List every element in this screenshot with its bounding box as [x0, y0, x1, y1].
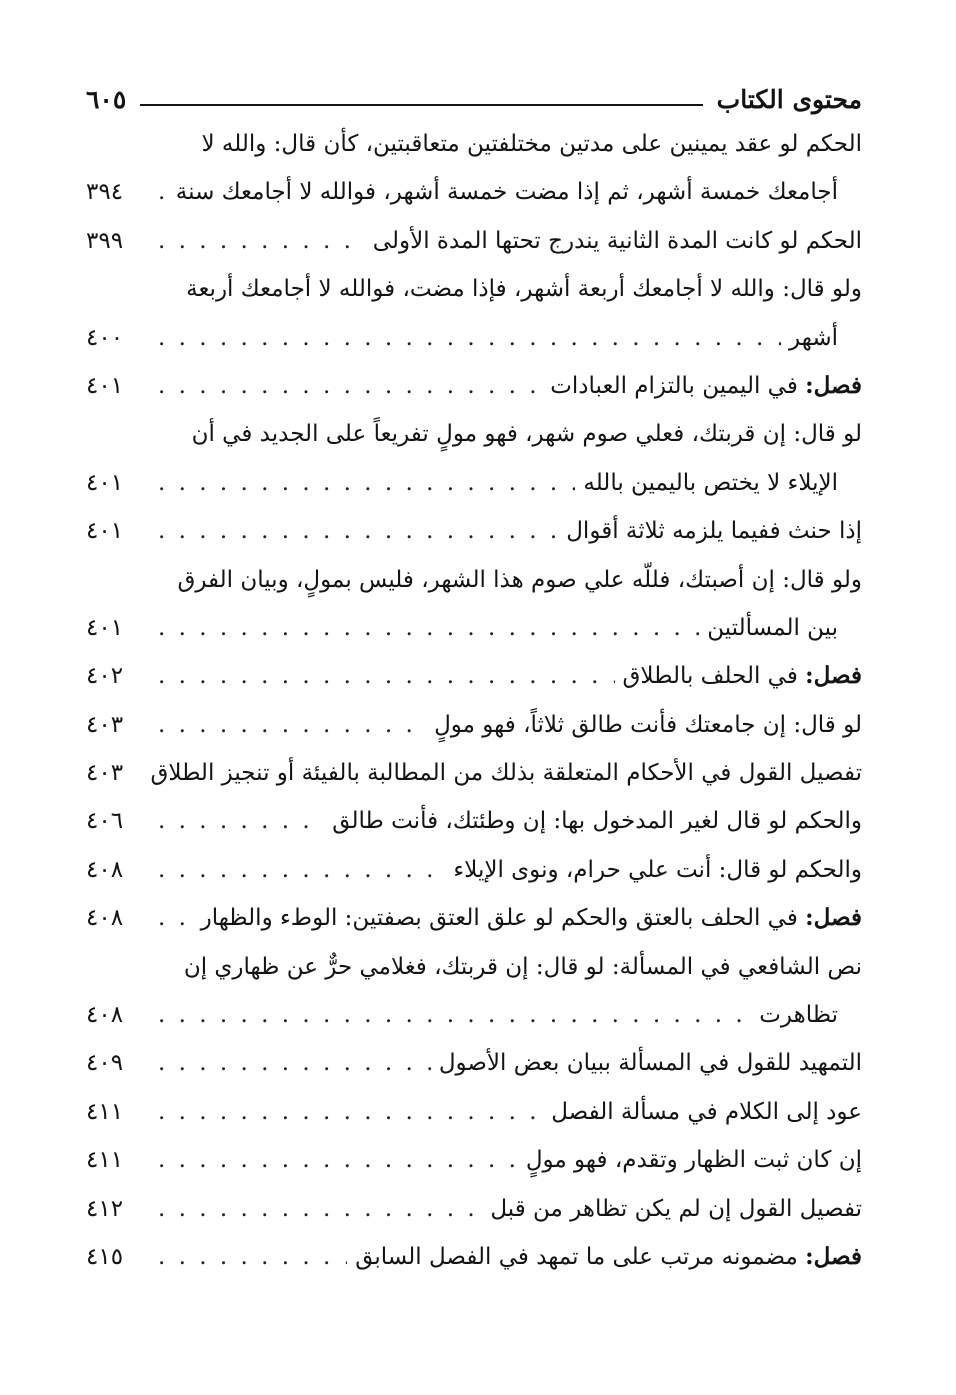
running-header: [86, 78, 862, 114]
toc-entry: [86, 1039, 862, 1087]
toc-page-number: ٤٠١: [86, 614, 124, 641]
toc-entry: [86, 749, 862, 797]
toc-entry-text: [490, 1185, 862, 1233]
toc-entry: [86, 362, 862, 410]
toc-entry-last-line: [86, 749, 862, 797]
toc-page-number: ٤٠١: [86, 518, 124, 545]
toc-entry-line: [86, 556, 862, 604]
toc-page-number: ٤٠٢: [86, 663, 124, 690]
toc-entry-line: [86, 265, 862, 313]
section-prefix: فصل:: [805, 1242, 862, 1270]
toc-entry-last-line: [86, 459, 862, 507]
dot-leader: [158, 362, 542, 410]
dot-leader: [158, 1039, 431, 1087]
toc-page-number: ٣٩٤: [86, 179, 124, 206]
toc-entry-text: [583, 459, 838, 507]
header-title: محتوى الكتاب: [716, 85, 862, 114]
toc-entry: [86, 1088, 862, 1136]
toc-entry: [86, 894, 862, 942]
toc-entry-last-line: [86, 604, 862, 652]
toc-entry-text: [186, 265, 862, 313]
toc-entry: [86, 652, 862, 700]
dot-leader: [158, 846, 445, 894]
toc-entry-title: في الحلف بالطلاق: [622, 663, 798, 690]
toc-entry-title: بين المسألتين: [707, 614, 838, 641]
toc-entry-title: تظاهرت: [759, 1002, 838, 1029]
toc-page-number: ٤٠١: [86, 469, 124, 496]
toc-page-number: ٤٠٦: [86, 808, 124, 835]
toc-entry-text: [453, 846, 862, 894]
toc-entry: [86, 846, 862, 894]
toc-entry-title: الحكم لو كانت المدة الثانية يندرج تحتها المدة الأولى: [372, 227, 862, 254]
toc-page-number: ٤٠٠: [86, 324, 124, 351]
toc-entry-title: إن كان ثبت الظهار وتقدم، فهو مولٍ: [525, 1147, 862, 1174]
toc-entry: [86, 701, 862, 749]
toc-entry-title: والحكم لو قال: أنت علي حرام، ونوى الإيلاء: [453, 856, 862, 883]
toc-entry-text: [551, 1088, 862, 1136]
toc-entry-title: لو قال: إن قربتك، فعلي صوم شهر، فهو مولٍ تفريعاً على الجديد في أن: [191, 421, 862, 448]
toc-entry: [86, 217, 862, 265]
toc-page-number: ٣٩٩: [86, 227, 124, 254]
dot-leader: [158, 459, 575, 507]
toc-entry-title: عود إلى الكلام في مسألة الفصل: [551, 1098, 862, 1125]
toc-list: [86, 120, 862, 1281]
toc-entry-text: [566, 507, 862, 555]
toc-entry: [86, 1185, 862, 1233]
toc-entry: [86, 410, 862, 507]
toc-entry-title: ولو قال: إن أصبتك، فللّه علي صوم هذا الشهر، فليس بمولٍ، وبيان الفرق: [177, 566, 862, 593]
toc-entry-last-line: [86, 846, 862, 894]
toc-entry-title: ولو قال: والله لا أجامعك أربعة أشهر، فإذا مضت، فوالله لا أجامعك أربعة: [186, 276, 862, 303]
section-prefix: فصل:: [805, 662, 862, 690]
toc-page-number: ٤٠٣: [86, 711, 124, 738]
toc-entry-last-line: [86, 1185, 862, 1233]
toc-entry: [86, 556, 862, 653]
toc-entry-title: والحكم لو قال لغير المدخول بها: إن وطئتك، فأنت طالق: [332, 808, 862, 835]
toc-entry: [86, 265, 862, 362]
dot-leader: [158, 1136, 518, 1184]
toc-entry-title: تفصيل القول إن لم يكن تظاهر من قبل: [490, 1195, 862, 1222]
toc-entry-title: نص الشافعي في المسألة: لو قال: إن قربتك، فغلامي حرٌّ عن ظهاري إن: [183, 953, 862, 980]
toc-entry-text: [434, 701, 862, 749]
toc-entry: [86, 1233, 862, 1281]
toc-entry-title: مضمونه مرتب على ما تمهد في الفصل السابق: [355, 1243, 798, 1270]
toc-entry-title: لو قال: إن جامعتك فأنت طالق ثلاثاً، فهو مولٍ: [434, 711, 862, 738]
header-page-number: ٦٠٥: [86, 85, 127, 114]
toc-entry-text: [184, 943, 862, 991]
section-prefix: فصل:: [805, 904, 862, 932]
dot-leader: [158, 217, 365, 265]
dot-leader: [158, 1088, 543, 1136]
toc-entry-last-line: [86, 507, 862, 555]
toc-entry-title: الإيلاء لا يختص باليمين بالله: [583, 469, 838, 496]
toc-entry-line: [86, 410, 862, 458]
toc-page-number: ٤٠٨: [86, 905, 124, 932]
toc-entry-title: في الحلف بالعتق والحكم لو علق العتق بصفتين: الوطء والظهار: [200, 905, 798, 932]
toc-entry-text: [176, 168, 838, 216]
toc-entry-text: [151, 749, 863, 797]
toc-entry-line: [86, 943, 862, 991]
toc-entry-text: [373, 217, 862, 265]
toc-entry-text: [192, 410, 862, 458]
toc-entry-last-line: [86, 362, 862, 410]
dot-leader: [158, 604, 699, 652]
dot-leader: [158, 1233, 347, 1281]
toc-entry-last-line: [86, 701, 862, 749]
toc-entry-text: [201, 894, 862, 942]
dot-leader: [158, 507, 558, 555]
toc-entry: [86, 943, 862, 1040]
toc-entry-text: [550, 362, 862, 410]
toc-page-number: ٤٠١: [86, 372, 124, 399]
toc-entry-text: [707, 604, 838, 652]
toc-entry-text: [759, 991, 838, 1039]
toc-page-number: ٤٠٣: [86, 760, 124, 787]
toc-entry: [86, 120, 862, 217]
toc-entry-title: أشهر: [789, 324, 838, 351]
toc-page-number: ٤١١: [86, 1147, 124, 1174]
toc-entry: [86, 507, 862, 555]
toc-entry-text: [789, 314, 838, 362]
toc-entry-text: [201, 120, 862, 168]
toc-entry-last-line: [86, 168, 862, 216]
toc-entry-text: [332, 797, 862, 845]
toc-page-number: ٤١٥: [86, 1243, 124, 1270]
toc-page-number: ٤٠٩: [86, 1050, 124, 1077]
toc-entry-title: إذا حنث ففيما يلزمه ثلاثة أقوال: [566, 518, 862, 545]
toc-entry-last-line: [86, 797, 862, 845]
toc-page-number: ٤١٢: [86, 1195, 124, 1222]
toc-entry-last-line: [86, 991, 862, 1039]
toc-page-number: ٤٠٨: [86, 856, 124, 883]
toc-entry-last-line: [86, 1233, 862, 1281]
dot-leader: [158, 894, 193, 942]
dot-leader: [158, 1185, 482, 1233]
toc-entry-text: [177, 556, 862, 604]
toc-entry-last-line: [86, 314, 862, 362]
toc-entry: [86, 797, 862, 845]
dot-leader: [158, 652, 615, 700]
dot-leader: [158, 314, 781, 362]
toc-entry-text: [439, 1039, 862, 1087]
toc-page-number: ٤١١: [86, 1098, 124, 1125]
toc-entry-title: تفصيل القول في الأحكام المتعلقة بذلك من المطالبة بالفيئة أو تنجيز الطلاق: [150, 760, 862, 787]
header-rule: [140, 104, 702, 106]
toc-page-number: ٤٠٨: [86, 1002, 124, 1029]
toc-entry-last-line: [86, 652, 862, 700]
toc-entry-last-line: [86, 1039, 862, 1087]
toc-entry-last-line: [86, 894, 862, 942]
toc-entry-title: أجامعك خمسة أشهر، ثم إذا مضت خمسة أشهر، فوالله لا أجامعك سنة: [175, 179, 838, 206]
toc-entry-text: [526, 1136, 862, 1184]
section-prefix: فصل:: [805, 371, 862, 399]
toc-entry-last-line: [86, 1088, 862, 1136]
toc-entry-last-line: [86, 217, 862, 265]
toc-entry-text: [355, 1233, 862, 1281]
toc-entry-last-line: [86, 1136, 862, 1184]
toc-entry-line: [86, 120, 862, 168]
toc-entry-title: في اليمين بالتزام العبادات: [550, 372, 798, 399]
dot-leader: [158, 991, 751, 1039]
dot-leader: [158, 168, 168, 216]
dot-leader: [158, 797, 324, 845]
toc-entry-text: [623, 652, 862, 700]
toc-entry-title: التمهيد للقول في المسألة ببيان بعض الأصول: [438, 1050, 862, 1077]
dot-leader: [158, 701, 426, 749]
toc-entry: [86, 1136, 862, 1184]
toc-entry-title: الحكم لو عقد يمينين على مدتين مختلفتين متعاقبتين، كأن قال: والله لا: [201, 131, 862, 157]
